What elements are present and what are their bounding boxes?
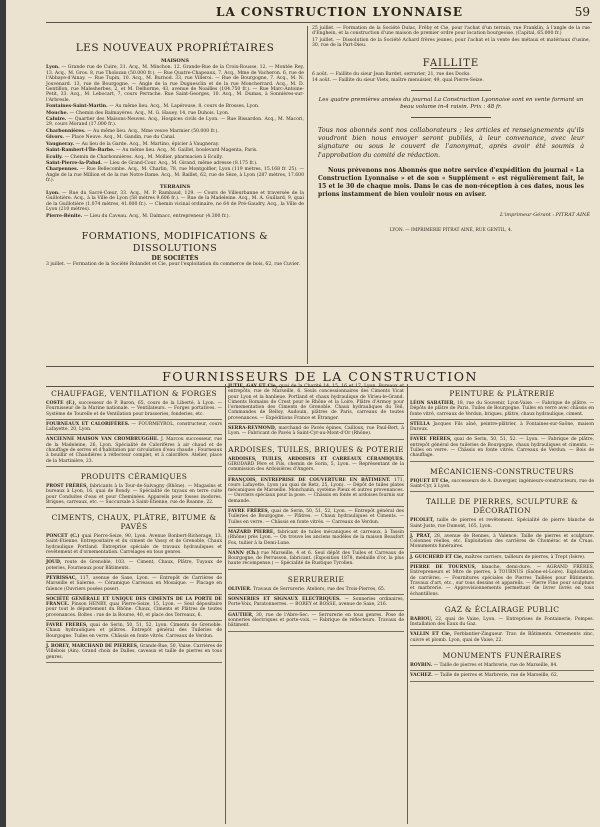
formations-subtitle: DE SOCIÉTÉS xyxy=(151,254,199,262)
supplier-advert xyxy=(410,555,594,560)
supplier-name: SOCIÉTÉ GÉNÉRALE ET UNIQUE DES CIMENTS DE LA PORTE DE FRANCE. xyxy=(46,596,222,608)
supplier-name: OLIVIER. xyxy=(228,586,252,592)
supplier-category-heading: ARDOISES, TUILES, BRIQUES & POTERIE xyxy=(228,444,404,454)
supplier-category-heading: PRODUITS CÉRAMIQUES xyxy=(80,471,188,481)
supplier-name: JOUD, xyxy=(46,560,62,566)
supplier-name: FAVRE FRÈRES, xyxy=(228,509,270,515)
supplier-description: — Taille de pierres et Marbrerie, rue de Marseille, 84. xyxy=(432,663,558,669)
supplier-description: quai de Serin, 50, 51, 52. — Lyon. — Fabrique de plâtre, entrepôt général des tuileries de Bourgogne, chaux hydrauliques et ciments. — Tuiles en verre. — Châssis en fonte vitrés. Carreaux de Verdun. — Bois de chauffage. xyxy=(410,437,594,459)
supplier-description: quai de Serin, 50, 51, 52, Lyon. — Entrepôt général des Tuileries de Bourgogne. — Plâtres. — Chaux hydrauliques et Ciments. — Tuiles en verre. — Châssis en fonte vitrés. — Carreaux de Verdun. xyxy=(228,509,404,525)
advert-separator xyxy=(228,631,404,632)
supplier-description: marchand de Pavés épines, Cailloux, rue Paul-Bert, à Lyon. — Fabricant de Pavés à Saint-Cyr-au-Mont-d'Or (Rhône). xyxy=(228,426,404,437)
advert-separator xyxy=(410,670,594,671)
entry-location: Caluire. xyxy=(46,117,67,123)
fournisseurs-column-1 xyxy=(46,384,222,665)
supplier-advert xyxy=(410,401,594,417)
property-entry xyxy=(46,117,304,128)
supplier-description: successeur de P. Baron, 65, cours de la Liberté, à Lyon. — Fournisseur de la Marine nationale. — Ventilateurs. — Forges portatives. — Système de Tourelle et de Ventilation pour brasseries, fonderies, etc. xyxy=(46,401,222,417)
page-header xyxy=(6,2,600,24)
supplier-name: FAVRE FRÈRES, xyxy=(410,437,452,443)
entry-location: Lyon. xyxy=(46,190,60,196)
supplier-category-heading: MONUMENTS FUNÉRAIRES xyxy=(442,651,562,661)
entry-location: Charbonnières. xyxy=(46,128,86,134)
property-entry xyxy=(46,111,304,116)
terrains-subtitle: TERRAINS xyxy=(159,183,191,190)
supplier-name: ROYBIN. xyxy=(410,663,433,669)
advert-separator xyxy=(46,434,222,435)
supplier-category-heading: CIMENTS, CHAUX, PLÂTRE, BITUME & PAVÉS xyxy=(51,513,217,532)
supplier-advert xyxy=(410,518,594,529)
supplier-category-heading: MÉCANICIENS-CONSTRUCTEURS xyxy=(430,466,574,476)
fournisseurs-column-2 xyxy=(228,384,404,634)
advert-separator xyxy=(46,641,222,642)
supplier-advert xyxy=(228,551,404,567)
supplier-advert xyxy=(46,644,222,660)
entry-text: — Au même lieu. Acq., M. Lapérouse, 8, cours de Brosses, Lyon. xyxy=(107,104,260,110)
supplier-description: — Taille de pierres et Marbrerie, rue de Marseille, 62. xyxy=(432,673,559,679)
property-entry xyxy=(46,214,304,219)
advert-separator xyxy=(46,573,222,574)
supplier-name: JUTIE, GAY ET Cie, xyxy=(228,384,278,389)
supplier-advert xyxy=(228,613,404,629)
supplier-name: PIQUET ET Cie, xyxy=(410,478,450,484)
entry-text: — Lieu du Caveau. Acq., M. Dalmacc, entrepreneur (4.300 fr.). xyxy=(82,213,231,219)
entry-location: Ecully. xyxy=(46,154,63,160)
advert-separator xyxy=(410,599,594,600)
advert-separator xyxy=(46,466,222,467)
printer-footer: LYON. — IMPRIMERIE PITRAT AINÉ, RUE GENTIL, 4. xyxy=(389,228,513,234)
entry-text: — Grande rue de Cuire, 31. Acq., M. Minchon. 12. Grande-Rue de la Croix-Rousse, 12. — Montée Rey, 13. Acq., M. Gros. 8, rue Tholozan (50.000 fr.). — Rue Quatre-Chapeaux, 7. Acq., Mme de Vacheron. 6, rue de l'Abbaye-d'Ainay. — Rue Tupin, 10. Acq., M. Burnod. 33, rue Villeroi. — Rue de Bourgogne, 7. Acq., M. N. Jouvenard. 13, rue de Bourgogne. — Angle de la rue Duguesclin et de la rue Moncherrard. Acq., M. D. Gentillon, rue Malesherbes, 2, et M. Delhorme, 43, avenue de Noailles (104.750 fr.). — Rue Marc-Antoine-Petit, 33. Acq., M. Lebocart, 7, cours Perrache. Rue Saint-Georges, 10. Acq., M. Dumas, à Sonnières-sur-l'Arbresle. xyxy=(46,65,304,103)
property-entry xyxy=(46,135,304,140)
supplier-advert xyxy=(228,384,404,421)
supplier-advert xyxy=(410,663,594,668)
supplier-advert xyxy=(46,560,222,571)
supplier-advert xyxy=(46,576,222,592)
property-entry xyxy=(46,142,304,147)
advert-separator xyxy=(228,610,404,611)
property-entry xyxy=(46,191,304,213)
supplier-name: PONCET (C.) xyxy=(46,534,80,540)
advert-separator xyxy=(410,491,594,492)
advert-separator xyxy=(410,419,594,420)
supplier-category-heading: PEINTURE & PLÂTRERIE xyxy=(449,389,555,398)
entry-location: Saint-Rambert-l'Île-Barbe. xyxy=(46,148,115,154)
proprietaires-list xyxy=(46,65,304,183)
supplier-name: J. GUICHERD ET Cie, xyxy=(410,554,464,560)
supplier-advert xyxy=(46,597,222,618)
supplier-advert xyxy=(228,597,404,608)
supplier-name: VALLIN ET Cie, xyxy=(410,632,452,638)
header-rule xyxy=(46,22,592,23)
supplier-name: ARDOISES, TUILES, ARDOISES ET CARREAUX CÉRAMIQUES. xyxy=(228,456,404,462)
dissolution-entry: 17 juillet. — Dissolution de la Société Achard frères jeunes, pour l'achat et la vente des métaux et matériaux d'usine, 30, rue de la Part-Dieu. xyxy=(312,37,590,49)
journal-title: LA CONSTRUCTION LYONNAISE xyxy=(216,5,463,19)
supplier-advert xyxy=(228,587,404,592)
page-number: 59 xyxy=(574,5,590,19)
advert-separator xyxy=(410,531,594,532)
supplier-name: PROST FRÈRES, xyxy=(46,483,88,489)
printer-signature: L'imprimeur-Gérant : PITRAT AINÉ xyxy=(500,212,590,219)
supplier-description: Grande-Rue, 50, Vaise. Carrières de Villebois (Ain). Grand choix de Dalles, caveaux et taille de pierres en tous genres. xyxy=(46,643,222,660)
supplier-advert xyxy=(410,422,594,433)
advert-separator xyxy=(410,645,594,646)
supplier-name: VACHEZ. xyxy=(410,673,433,679)
entry-text: — Lieu de Grand-Cour. Acq., M. Girand, même adresse (8.175 fr.). xyxy=(102,160,258,166)
maisons-subtitle: MAISONS xyxy=(161,58,189,64)
proprietaires-title: LES NOUVEAUX PROPRIÉTAIRES xyxy=(75,42,275,54)
advert-separator xyxy=(228,423,404,424)
supplier-description: fabricants à la Tour-de-Salvagny (Rhône). — Magasins et bureaux à Lyon, 16, quai de Bondy. — Spécialité de tuyaux en terre cuite pour Conduites d'eau et pour Cheminées. Appareils pour fosses inodores. Briques, carreaux, etc. — Succursale à Saint-Étienne, rue de Roanne, 22. xyxy=(46,483,222,505)
entry-text: — Au même lieu. Acq., Mme veuve Marmier (50.000 fr.). xyxy=(85,128,219,134)
advert-separator xyxy=(228,506,404,507)
supplier-advert xyxy=(46,623,222,639)
volume-sale-note: Les quatre premières années du journal La Construction Lyonnaise sont en vente formant un beau volume in-4 raisin. Prix : 48 fr. xyxy=(318,96,584,110)
supplier-advert xyxy=(46,534,222,555)
advert-separator xyxy=(46,419,222,420)
advert-separator xyxy=(46,594,222,595)
entry-text: — Chemin des Balmayères. Acq., M. G. Hauey, 14, rue Duhois. Lyon. xyxy=(68,110,230,116)
supplier-description: quai de Serin, 50, 51, 52, Lyon. Ciments de Grenoble. Chaux hydrauliques et plâtres. Entrepôt général des Tuileries de Bourgogne. Tuiles en verre. Châssis en fonte vitrés. Carreaux de Verdun. xyxy=(46,623,222,639)
supplier-advert xyxy=(46,437,222,463)
supplier-category-heading: CHAUFFAGE, VENTILATION & FORGES xyxy=(51,389,217,398)
supplier-description: blanche, demi-dure. — AGRAND FRÈRES, Entrepreneurs et Mtre de pierres, à TOURNUS (Saône-et-Loire). Exploitation de carrières. — Fournitures spéciales de Pierres Taillées pour Bâtiments. Travaux d'art, etc., sur tous dessins et appareils. — Pierre Fine pour sculpture et marbrerie. — Approvisionnements permettant de livrer livrés en tous échantillons. xyxy=(410,565,594,597)
supplier-description: successeurs de A. Duvergier, ingénieurs-constructeurs, rue de Saint-Cyr, à Lyon. xyxy=(410,478,594,489)
section-rule xyxy=(411,90,491,91)
advert-separator xyxy=(228,475,404,476)
supplier-name: ANCIENNE MAISON VAN CROMBRUGGHE. xyxy=(46,437,159,443)
property-entry xyxy=(46,148,304,153)
column-divider xyxy=(225,384,226,824)
supplier-name: NANN (Ch.) xyxy=(228,550,259,556)
advert-separator xyxy=(228,527,404,528)
advert-separator xyxy=(228,569,404,570)
supplier-advert xyxy=(228,426,404,437)
supplier-description: GIRODARD Père et Fils, chemin de Sorin, 5, Lyon. — Représentant de la commission des Ardoisières d'Angers. xyxy=(228,461,404,473)
formation-entry: 25 juillet. — Formation de la Société Dulac, Frêby et Cie, pour l'achat d'un terrain, rue Franklin, à l'angle de la rue d'Enghein, et la construction d'une maison de premier ordre pour location bourgeoise. (Capital, 65.000 fr.) xyxy=(312,26,590,37)
supplier-category-heading: TAILLE DE PIERRES, SCULPTURE & DÉCORATION xyxy=(425,497,579,516)
supplier-advert xyxy=(46,484,222,505)
column-divider xyxy=(407,384,408,824)
left-column xyxy=(46,26,304,269)
advert-separator xyxy=(228,594,404,595)
supplier-description: route de Grenoble, 103. — Ciment, Chaux, Plâtre, Tuyaux de poteries, Fourneaux pour Bâtiments. xyxy=(46,560,222,571)
entry-text: — Chemin de Charbonnières. Acq., M. Mollier, pharmacien à Ecully. xyxy=(62,154,223,160)
terrains-list xyxy=(46,191,304,219)
supplier-category-heading: SERRURERIE xyxy=(287,574,345,584)
entry-location: Vaugneray. xyxy=(46,141,75,147)
supplier-advert xyxy=(228,478,404,504)
supplier-advert xyxy=(228,530,404,546)
supplier-description: quai de la Charité 14, 15, 16 et 17, Lyon. Bureaux et entrepôts, rue de Marseille, 6. Seuls concessionnaires des Ciments Vicat pour Lyon et la banlieue. Portland et chaux hydraulique de Virieu-le-Grand. Ciments Romains de Crest pour le Rhône et la Loire. Plâtre d'Armoy pour l'ornementation des Ciments de Grenoble. Chaux hydrauliques du Teil, Commandes de Belloy, Audouin, plâtres de Paris, carreaux de toutes provenances. — Expéditions France et Étranger. xyxy=(228,384,404,421)
supplier-advert xyxy=(410,479,594,490)
supplier-description: maîtres carriers, tailleurs de pierres, à Trept (Isère). xyxy=(463,554,586,560)
entry-location: Charpennes. xyxy=(46,167,79,173)
advert-separator xyxy=(46,557,222,558)
advert-separator xyxy=(46,620,222,621)
advert-separator xyxy=(228,548,404,549)
supplier-description: quai Pierre-Seize, 90, Lyon. Avenue Bonbert-Richerage, 13, Saint-Etienne. Entrepositaire et du ciment de Vassy et de Grenoble, Chaux hydraulique Portland. Entreprise spéciale de travaux hydrauliques et revêtement et d'ornementation. Carrelages en tous genres. xyxy=(46,534,222,556)
entry-location: Pierre-Bénite. xyxy=(46,213,83,219)
supplier-advert xyxy=(228,509,404,525)
entry-location: Saint-Pierre-la-Palud. xyxy=(46,160,103,166)
property-entry xyxy=(46,65,304,103)
entry-location: Lyon. xyxy=(46,65,60,71)
supplier-name: FAVRE FRÈRES, xyxy=(46,623,88,629)
supplier-name: J. PRAT, xyxy=(410,533,432,539)
advert-separator xyxy=(410,681,594,682)
supplier-description: Ferblantier-Zingueur. Trav. de Bâtiments. Ornements zinc, cuivre et plomb. Lyon, quai de Vaise, 22. xyxy=(410,632,594,643)
supplier-advert xyxy=(410,617,594,628)
supplier-description: 18, rue du Souvenir, Lyon-Vaise. — Fabrique de plâtre. — Dépôts de plâtre de Paris. Tuiles de Bourgogne. Tuiles en verre avec châssis en fonte vitré, carreaux de Verdun, briques, plâtre, chaux hydraulique, ciment. xyxy=(410,401,594,417)
supplier-name: PIERRE DE TOURNUS, xyxy=(410,565,477,571)
advert-separator xyxy=(410,629,594,630)
supplier-description: 117, avenue de Saxe, Lyon. — Entrepôt de Carrières de Marseille et Salerne. — Céramique Carreaux en Mosaïque. — Placage en faïence (Ouvriers posées poser). xyxy=(46,575,222,592)
supplier-name: J. BOREY, MARCHAND DE PIERRES, xyxy=(46,643,139,649)
supplier-description: — FOURMEYROL, constructeur, cours Lafayette, 20, Lyon. xyxy=(46,421,222,433)
expedition-notice: Nous prévenons nos Abonnés que notre service d'expédition du journal « La Construction Lyonnaise » et de son « Supplément » est régulièrement fait, le 15 et le 30 de chaque mois. Dans le cas de non-réception à ces dates, nous les prions instamment de bien vouloir nous en aviser. xyxy=(318,167,584,199)
supplier-description: 171, cours Lafayette, Lyon (au quai de Retz, 25, Lyon). — Dépôt de tuiles plates mécaniques de Marseille. Monchanin, système Pieux et autres provenances. — Ouvriers spéciaux pour la pose. — Châssis en fonte et ardoises fournis sur demande. xyxy=(228,477,405,504)
supplier-name: PICOLET, xyxy=(410,518,435,524)
supplier-name: MAZARD PIERRE, xyxy=(228,529,275,535)
supplier-advert xyxy=(410,565,594,597)
collaborators-note: Tous nos abonnés sont nos collaborateurs ; les articles et renseignements qu'ils voudront bien nous envoyer seront publiés, à leur convenance, avec leur signature ou sous le couvert de l'anonymat, après avoir été soumis à l'approbation du comité de rédaction. xyxy=(318,125,584,159)
property-entry xyxy=(46,104,304,109)
supplier-description: J. Marcou successeur, rue de la Madeleine, 26, Lyon. Spécialité de Calorifères à air chaud et de chauffage de serres et d'habitation par circulation d'eau chaude ; Fourneaux à bouillir et Chaudières à réflecteur complet, et à calorifère. Atelier, place de la Martinière, 23. xyxy=(46,437,222,464)
supplier-description: — Sonneries ordinaires, Porte-Voix, Paratonnerres. — BOREY et BOSSE, avenue de Saxe, 216. xyxy=(228,597,404,608)
formations-title: FORMATIONS, MODIFICATIONS & DISSOLUTIONS xyxy=(81,230,269,254)
supplier-advert xyxy=(410,437,594,458)
entry-text: — Rue du Sacré-Cœur, 33. Acq., M. P. Rambaud, 129. — Cours de Villeurbanne et traversée de la Guillotière. Acq., à la Ville de Lyon (58 mètres 9.606 fr.). — Rue de la Madeleine. Acq., M. A. Guillard, 9, quai de la Guillotière (1.074 mètres, 41.000 fr.). — Chemin vicinal ordinaire, no 64 de Pré-Gaudry. Acq., la Ville de Lyon (210 mètres). xyxy=(46,190,304,213)
entry-text: — Rue Bellecombe. Acq., M. Charlin, 78, rue Montgolfier, Lyon (119 mètres, 15.168 fr. 25). — Angle de la rue Million et de la rue Notre-Dame. Acq., M. Baillet, 62, rue de Sèze, à Lyon (287 mètres, 17.600 fr.). xyxy=(46,167,304,184)
faillite-title: FAILLITE xyxy=(422,57,480,69)
advert-separator xyxy=(228,439,404,440)
section-rule xyxy=(411,117,491,118)
advert-separator xyxy=(410,562,594,563)
supplier-name: GAUTIER, xyxy=(228,612,254,618)
property-entry xyxy=(46,161,304,166)
advert-separator xyxy=(410,461,594,462)
fournisseurs-title: FOURNISSEURS DE LA CONSTRUCTION xyxy=(46,366,594,387)
supplier-description: Travaux de Serrurerie. Ateliers, rue des Trois-Pierres, 65. xyxy=(251,586,386,592)
supplier-name: COSTE (F.), xyxy=(46,401,77,406)
supplier-advert xyxy=(410,673,594,678)
entry-text: — Au même lieu. Acq., M. Gaillet, boulevard Magenta, Paris. xyxy=(114,148,258,154)
entry-text: — Quartier des Maisons-Neuves. Acq., Hospices civils de Lyon. — Rue Bissardon. Acq., M. Macori, 29, cours Morand (17.000 fr.). xyxy=(46,117,304,128)
property-entry xyxy=(46,155,304,160)
entry-location: Mouche. xyxy=(46,110,69,116)
supplier-advert xyxy=(46,401,222,417)
entry-location: Givors. xyxy=(46,135,65,141)
supplier-description: 30, rue de l'Abre-Sec. — Serrurerie en tous genres. Pose de sonneries électriques et porte-voix. — Fabrique de réflecteurs. Travaux de bâtiment. xyxy=(228,612,404,629)
supplier-name: SONNERIES ET SIGNAUX ELECTRIQUES. xyxy=(228,597,341,603)
supplier-category-heading: GAZ & ÉCLAIRAGE PUBLIC xyxy=(444,604,560,614)
advert-separator xyxy=(410,434,594,435)
supplier-description: rue Marseille, 4 et 6. Seul dépôt des Tuiles et Carreaux de Bourgogne, de Perrusson, fabricant. (Exposition 1878, médaille d'or, la plus haute récompense.) — Spécialité de Rustique Tyrolien. xyxy=(228,550,404,567)
entry-location: Fontaines-Saint-Martin. xyxy=(46,104,108,110)
supplier-name: PEYRISSAC, xyxy=(46,575,77,581)
right-column xyxy=(312,26,590,234)
supplier-name: FRANÇOIS, ENTREPRISE DE COUVERTURE EN BÂTIMENT. xyxy=(228,477,391,483)
faillite-entry: 6 août. — Faillite du sieur Jean Bardet, serrurier, 21, rue des Docks. xyxy=(312,72,471,78)
supplier-description: Pinson HENRY, quai Pierre-Seize, 15, Lyon. — Seul dépositaire pour tout le département du Rhône. Chaux, Ciments et Plâtres de toutes provenances. Boîtes : rue de la Bourse, 40, et place des Terreaux, 6. xyxy=(46,602,222,618)
formations-text: 3 juillet. — Formation de la Société Rolandet et Cie, pour l'exploitation du commerce de bois, 62, rue Cuvier. xyxy=(46,262,300,268)
supplier-description: taille de pierres et revêtement. Spécialité de pierre blanche de Saint-Juste, rue Dumont, 165, Lyon. xyxy=(410,518,594,529)
supplier-description: fabricant de tuiles mécaniques et carreaux, à Tassin (Rhône) près Lyon. — On trouve les anciens modèles de la maison Beaufort Fox, tuilier à la Demi-Lune. xyxy=(228,529,404,546)
advert-separator xyxy=(410,552,594,553)
supplier-advert xyxy=(46,422,222,433)
entry-text: — Au lieu de la Garde. Acq., M. Martino, épicier à Vaugneray. xyxy=(74,141,220,147)
advert-separator xyxy=(46,662,222,663)
supplier-name: FOURNEAUX ET CALORIFÈRES. xyxy=(46,421,130,427)
supplier-name: SERRA-REYMOND, xyxy=(228,426,277,432)
newspaper-page xyxy=(6,0,600,827)
property-entry xyxy=(46,167,304,183)
faillite-entry: 14 août. — Faillite du sieur Viets, maître menuisier, 49, quai Pierre-Seize. xyxy=(312,78,484,84)
supplier-name: STELLA xyxy=(410,421,430,427)
supplier-advert xyxy=(228,457,404,473)
supplier-description: 22, quai de Vaise, Lyon. — Entreprises de Fontainerie, Pompes. Installation des Eaux du Gaz. xyxy=(410,616,594,628)
supplier-name: BABIOU, xyxy=(410,616,433,622)
entry-text: — Place Neuve. Acq., M. Gandin, rue du Canal. xyxy=(64,135,176,141)
fournisseurs-column-3 xyxy=(410,384,594,684)
property-entry xyxy=(46,129,304,134)
supplier-advert xyxy=(410,534,594,550)
column-divider xyxy=(307,26,308,364)
advert-separator xyxy=(46,507,222,508)
supplier-description: 28, avenue de Rennes, à Valence. Taille de pierres et sculpture. Colonnes réelles, etc. Exploitation des carrières de Chomérac et de Cruas. Monuments funéraires. xyxy=(410,533,595,550)
supplier-name: LÉON SABATIER, xyxy=(410,401,455,406)
supplier-advert xyxy=(410,632,594,643)
supplier-description: Jacques Fils aîné, peintre-plâtrier, à Fontaines-sur-Saône, maison Duroux. xyxy=(410,421,594,433)
